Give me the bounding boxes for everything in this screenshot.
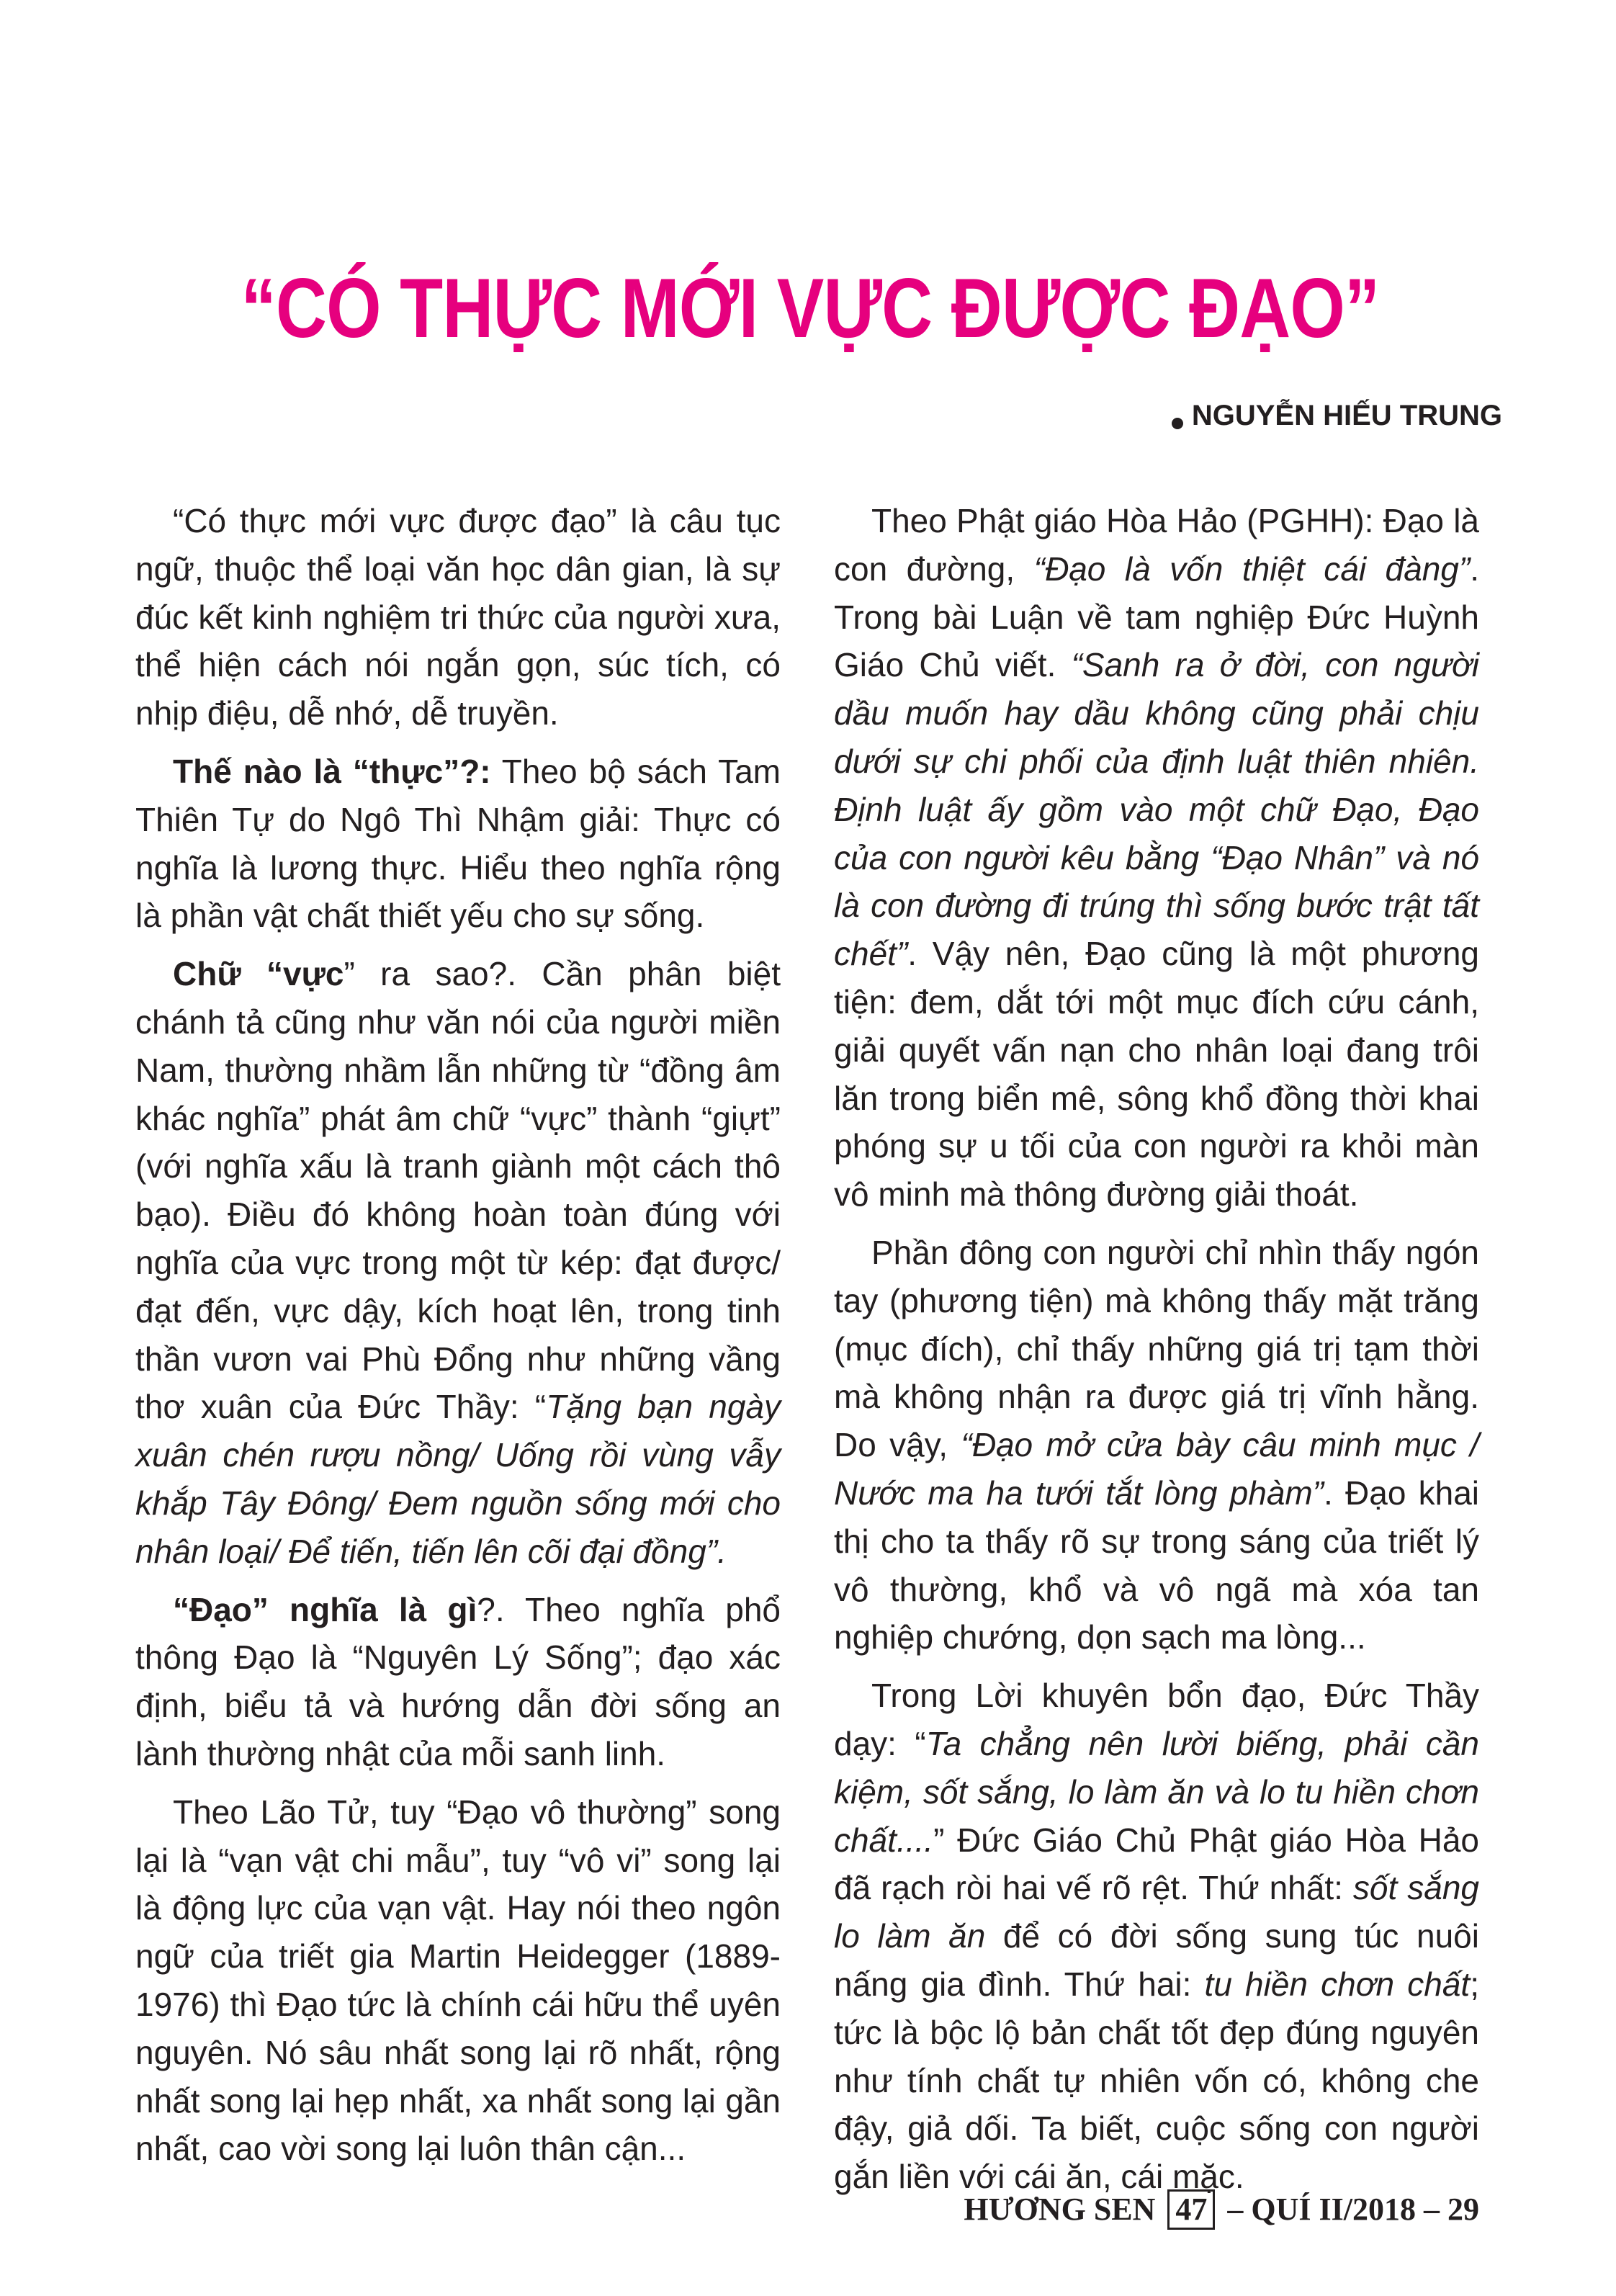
issue-quarter: – QUÍ II/2018 – bbox=[1227, 2192, 1440, 2227]
paragraph-text: . Trong bài Luận về tam nghiệp Đức Huỳnh Giáo Chủ viết. bbox=[834, 550, 1479, 684]
paragraph-text: . Đạo khai thị cho ta thấy rõ sự trong sáng của triết lý vô thường, khổ và vô ngã mà xóa tan nghiệp chướng, dọn sạch ma lòng... bbox=[834, 1474, 1479, 1656]
paragraph-text: để có đời sống sung túc nuôi nấng gia đình. Thứ hai: bbox=[834, 1917, 1479, 2003]
paragraph bbox=[834, 1229, 1479, 1662]
paragraph-heading: Chữ “vực bbox=[173, 955, 344, 993]
page-footer bbox=[964, 2189, 1479, 2230]
paragraph-text: “Có thực mới vực được đạo” là câu tục ngữ, thuộc thể loại văn học dân gian, là sự đúc kết kinh nghiệm tri thức của người xưa, thể hiện cách nói ngắn gọn, súc tích, có nhịp điệu, dễ nhớ, dễ truyền. bbox=[135, 502, 781, 732]
paragraph-text: Trong Lời khuyên bổn đạo, Đức Thầy dạy: “ bbox=[834, 1677, 1479, 1762]
left-column bbox=[135, 497, 781, 2183]
paragraph-text: Phần đông con người chỉ nhìn thấy ngón tay (phương tiện) mà không thấy mặt trăng (mục đích), chỉ thấy những giá trị tạm thời mà không nhận ra được giá trị vĩnh hằng. Do vậy, bbox=[834, 1233, 1479, 1464]
bullet-icon bbox=[1172, 418, 1183, 429]
issue-number: 47 bbox=[1167, 2189, 1215, 2230]
quote: “Đạo là vốn thiệt cái đàng” bbox=[1033, 550, 1471, 588]
paragraph-heading: “Đạo” nghĩa là gì bbox=[173, 1590, 477, 1628]
quote: “Đạo mở cửa bày câu minh mục / Nước ma ha tưới tắt lòng phàm” bbox=[834, 1426, 1480, 1512]
article-title: “CÓ THỰC MỚI VỰC ĐƯỢC ĐẠO” bbox=[241, 261, 1380, 355]
paragraph-text: ” Đức Giáo Chủ Phật giáo Hòa Hảo đã rạch ròi hai vế rõ rệt. Thứ nhất: bbox=[834, 1821, 1479, 1907]
paragraph-text: . Vậy nên, Đạo cũng là một phương tiện: đem, dắt tới một mục đích cứu cánh, giải quyết vấn nạn cho nhân loại đang trôi lăn trong biển mê, sông khổ đồng thời khai phóng sự u tối của con người ra khỏi màn vô minh mà thông đường giải thoát. bbox=[834, 935, 1479, 1214]
paragraph-text: Theo Lão Tử, tuy “Đạo vô thường” song lại là “vạn vật chi mẫu”, tuy “vô vi” song lại là động lực của vạn vật. Hay nói theo ngôn ngữ của triết gia Martin Heidegger (1889-1976) thì Đạo tức là chính cái hữu thể uyên nguyên. Nó sâu nhất song lại rõ nhất, rộng nhất song lại hẹp nhất, xa nhất song lại gần nhất, cao vời song lại luôn thân cận... bbox=[135, 1793, 781, 2168]
quote: Ta chẳng nên lười biếng, phải cần kiệm, sốt sắng, lo làm ăn và lo tu hiền chơn chất.... bbox=[834, 1724, 1480, 1859]
paragraph bbox=[135, 950, 781, 1575]
paragraph bbox=[135, 1788, 781, 2173]
paragraph-text: Theo bộ sách Tam Thiên Tự do Ngô Thì Nhậm giải: Thực có nghĩa là lương thực. Hiểu theo nghĩa rộng là phần vật chất thiết yếu cho sự sống. bbox=[135, 752, 781, 935]
paragraph-text: ; tức là bộc lộ bản chất tốt đẹp đúng nguyên như tính chất tự nhiên vốn có, không che đậy, giả dối. Ta biết, cuộc sống con người gắn liền với cái ăn, cái mặc. bbox=[834, 1965, 1479, 2196]
paragraph-text: ” ra sao?. Cần phân biệt chánh tả cũng như văn nói của người miền Nam, thường nhầm lẫn những từ “đồng âm khác nghĩa” phát âm chữ “vực” thành “giựt” (với nghĩa xấu là tranh giành một cách thô bạo). Điều đó không hoàn toàn đúng với nghĩa của vực trong một từ kép: đạt được/ đạt đến, vực dậy, kích hoạt lên, trong tinh thần vươn vai Phù Đổng như những vầng thơ xuân của Đức Thầy: “ bbox=[135, 955, 781, 1426]
magazine-name: HƯƠNG SEN bbox=[964, 2192, 1156, 2227]
byline bbox=[1172, 400, 1502, 432]
page-number: 29 bbox=[1447, 2192, 1479, 2227]
paragraph-text: ?. Theo nghĩa phổ thông Đạo là “Nguyên Lý Sống”; đạo xác định, biểu tả và hướng dẫn đời sống an lành thường nhật của mỗi sanh linh. bbox=[135, 1590, 781, 1772]
paragraph-text: Theo Phật giáo Hòa Hảo (PGHH): Đạo là con đường, bbox=[834, 502, 1479, 588]
paragraph bbox=[834, 497, 1479, 1219]
paragraph bbox=[135, 497, 781, 737]
paragraph bbox=[135, 1586, 781, 1778]
poem-quote: Tặng bạn ngày xuân chén rượu nồng/ Uống rồi vùng vẫy khắp Tây Đông/ Đem nguồn sống mới cho nhân loại/ Để tiến, tiến lên cõi đại đồng”. bbox=[135, 1388, 781, 1570]
paragraph bbox=[135, 748, 781, 940]
paragraph bbox=[834, 1672, 1479, 2201]
right-column bbox=[834, 497, 1479, 2211]
quote: “Sanh ra ở đời, con người dầu muốn hay dầu không cũng phải chịu dưới sự chi phối của định luật thiên nhiên. Định luật ấy gồm vào một chữ Đạo, Đạo của con người kêu bằng “Đạo Nhân” và nó là con đường đi trúng thì sống bước trật tất chết” bbox=[834, 646, 1479, 973]
paragraph-heading: Thế nào là “thực”?: bbox=[173, 752, 491, 790]
quote: sốt sắng lo làm ăn bbox=[834, 1869, 1479, 1955]
quote: tu hiền chơn chất bbox=[1204, 1965, 1471, 2003]
author-name: NGUYỄN HIẾU TRUNG bbox=[1191, 400, 1502, 431]
